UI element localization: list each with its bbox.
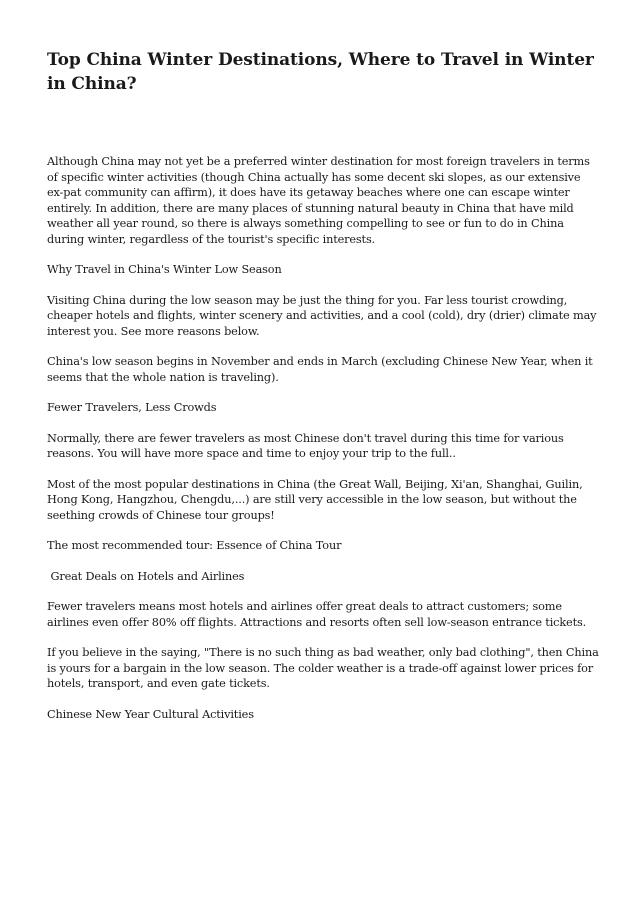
paragraph-recommended-tour: The most recommended tour: Essence of China Tour — [47, 539, 342, 552]
paragraph-season-dates: China's low season begins in November and ends in March (excluding Chinese New Year, when it seems that the whole nation is traveling). — [47, 355, 593, 384]
heading-new-year: Chinese New Year Cultural Activities — [47, 707, 254, 721]
document-page — [47, 48, 595, 96]
paragraph-low-season: Visiting China during the low season may be just the thing for you. Far less tourist crowding, cheaper hotels and flights, winter scenery and activities, and a cool (cold), dry (drier) climate may interest you. See more reasons below. — [47, 293, 597, 338]
document-title: Top China Winter Destinations, Where to Travel in Winter in China? — [47, 50, 594, 94]
paragraph-intro: Although China may not yet be a preferred winter destination for most foreign travelers in terms of specific winter activities (though China actually has some decent ski slopes, as our extensive ex-pat community can affirm), it does have its getaway beaches where one can escape winter entirely. In addition, there are many places of stunning natural beauty in China that have mild weather all year round, so there is always something compelling to see or fun to do in China during winter, regardless of the tourist's specific interests. — [47, 155, 590, 246]
document-body — [47, 154, 599, 737]
paragraph-deals: Fewer travelers means most hotels and airlines offer great deals to attract customers; some airlines even offer 80% off flights. Attractions and resorts often sell low-season entrance tickets. — [47, 600, 587, 629]
heading-great-deals: Great Deals on Hotels and Airlines — [47, 569, 245, 583]
heading-fewer-travelers: Fewer Travelers, Less Crowds — [47, 401, 217, 414]
paragraph-fewer-travelers: Normally, there are fewer travelers as most Chinese don't travel during this time for various reasons. You will have more space and time to enjoy your trip to the full.. — [47, 431, 564, 460]
paragraph-destinations: Most of the most popular destinations in China (the Great Wall, Beijing, Xi'an, Shanghai, Guilin, Hong Kong, Hangzhou, Chengdu,...) are still very accessible in the low season, but without the seething crowds of Chinese tour groups! — [47, 477, 583, 522]
paragraph-bad-weather: If you believe in the saying, "There is no such thing as bad weather, only bad clothing", then China is yours for a bargain in the low season. The colder weather is a trade-off against lower prices for hotels, transport, and even gate tickets. — [47, 646, 599, 690]
heading-why-travel: Why Travel in China's Winter Low Season — [47, 263, 282, 276]
